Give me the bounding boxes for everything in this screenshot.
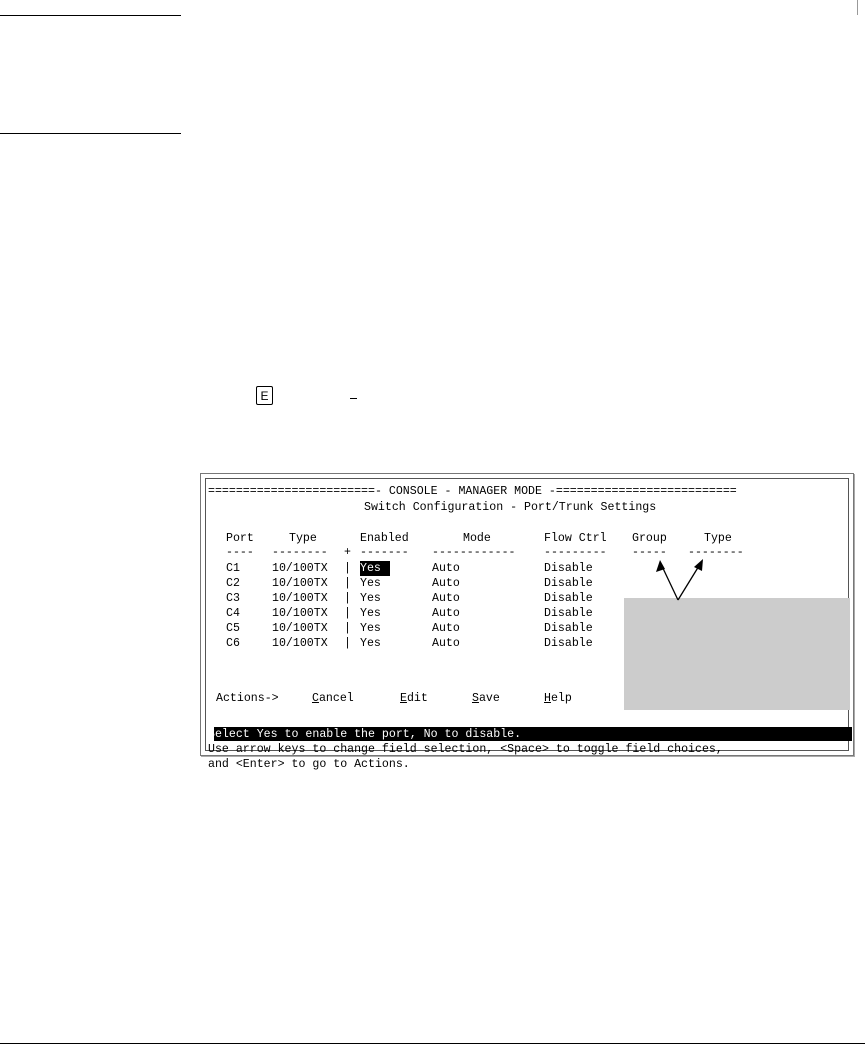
- edit-hotkey: E: [400, 692, 407, 705]
- sep-trunk-type: --------: [688, 546, 744, 559]
- underscore-mark: [350, 398, 357, 399]
- flow-ctrl-field[interactable]: Disable: [544, 607, 593, 620]
- mode-field[interactable]: Auto: [432, 637, 460, 650]
- column-divider: |: [344, 622, 351, 635]
- help-line-2: and <Enter> to go to Actions.: [208, 758, 410, 771]
- header-flow-ctrl: Flow Ctrl: [544, 532, 607, 545]
- type-cell: 10/100TX: [272, 577, 328, 590]
- flow-ctrl-field[interactable]: Disable: [544, 622, 593, 635]
- header-enabled: Enabled: [360, 532, 409, 545]
- console-subtitle: Switch Configuration - Port/Trunk Settings: [364, 501, 657, 514]
- type-cell: 10/100TX: [272, 592, 328, 605]
- callout-box: [624, 598, 850, 710]
- enabled-field[interactable]: Yes: [360, 607, 381, 620]
- top-right-rule: [857, 0, 858, 15]
- flow-ctrl-field[interactable]: Disable: [544, 592, 593, 605]
- mid-left-rule: [0, 133, 181, 134]
- edit-button[interactable]: [400, 691, 428, 706]
- status-message: Select Yes to enable the port, No to disable.: [208, 728, 522, 741]
- save-label: ave: [478, 692, 500, 705]
- mode-field[interactable]: Auto: [432, 607, 460, 620]
- callout-arrows-icon: [640, 550, 730, 610]
- save-hotkey: S: [472, 692, 479, 705]
- header-port: Port: [226, 532, 254, 545]
- header-mode: Mode: [463, 532, 491, 545]
- enabled-field[interactable]: Yes: [360, 592, 381, 605]
- cancel-label: ancel: [318, 692, 354, 705]
- edit-label: dit: [406, 692, 428, 705]
- column-divider: |: [344, 637, 351, 650]
- enabled-field[interactable]: Yes: [360, 577, 381, 590]
- cancel-hotkey: C: [312, 692, 319, 705]
- port-cell: C5: [226, 622, 240, 635]
- help-line-1: Use arrow keys to change field selection, <Space> to toggle field choices,: [208, 743, 723, 756]
- bottom-page-rule: [0, 1043, 865, 1044]
- sep-mode: ------------: [432, 546, 516, 559]
- help-button[interactable]: [544, 691, 572, 706]
- mode-field[interactable]: Auto: [432, 592, 460, 605]
- actions-label: Actions->: [216, 692, 279, 705]
- help-hotkey: H: [544, 692, 551, 705]
- mode-field[interactable]: Auto: [432, 622, 460, 635]
- header-type: Type: [289, 532, 317, 545]
- save-button[interactable]: [472, 691, 500, 706]
- port-cell: C6: [226, 637, 240, 650]
- port-cell: C4: [226, 607, 240, 620]
- enabled-field[interactable]: Yes: [360, 561, 390, 576]
- cancel-button[interactable]: [312, 691, 354, 706]
- port-cell: C2: [226, 577, 240, 590]
- sep-flow-ctrl: ---------: [544, 546, 607, 559]
- flow-ctrl-field[interactable]: Disable: [544, 577, 593, 590]
- type-cell: 10/100TX: [272, 607, 328, 620]
- type-cell: 10/100TX: [272, 637, 328, 650]
- type-cell: 10/100TX: [272, 562, 328, 575]
- flow-ctrl-field[interactable]: Disable: [544, 562, 593, 575]
- port-cell: C1: [226, 562, 240, 575]
- type-cell: 10/100TX: [272, 622, 328, 635]
- sep-port: ----: [226, 546, 254, 559]
- column-divider: |: [344, 607, 351, 620]
- top-left-rule: [0, 15, 181, 16]
- keyboard-key-icon: E: [256, 386, 273, 405]
- sep-enabled: -------: [360, 546, 409, 559]
- enabled-field[interactable]: Yes: [360, 637, 381, 650]
- flow-ctrl-field[interactable]: Disable: [544, 637, 593, 650]
- enabled-field[interactable]: Yes: [360, 622, 381, 635]
- help-label: elp: [550, 692, 572, 705]
- column-divider: |: [344, 592, 351, 605]
- column-divider: |: [344, 577, 351, 590]
- header-trunk-type: Type: [704, 532, 732, 545]
- sep-plus: +: [344, 546, 351, 559]
- port-cell: C3: [226, 592, 240, 605]
- header-group: Group: [632, 532, 667, 545]
- sep-group: -----: [632, 546, 667, 559]
- mode-field[interactable]: Auto: [432, 562, 460, 575]
- console-banner: ========================- CONSOLE - MANAGER MODE -==========================: [208, 485, 737, 498]
- sep-type: --------: [272, 546, 328, 559]
- column-divider: |: [344, 562, 351, 575]
- mode-field[interactable]: Auto: [432, 577, 460, 590]
